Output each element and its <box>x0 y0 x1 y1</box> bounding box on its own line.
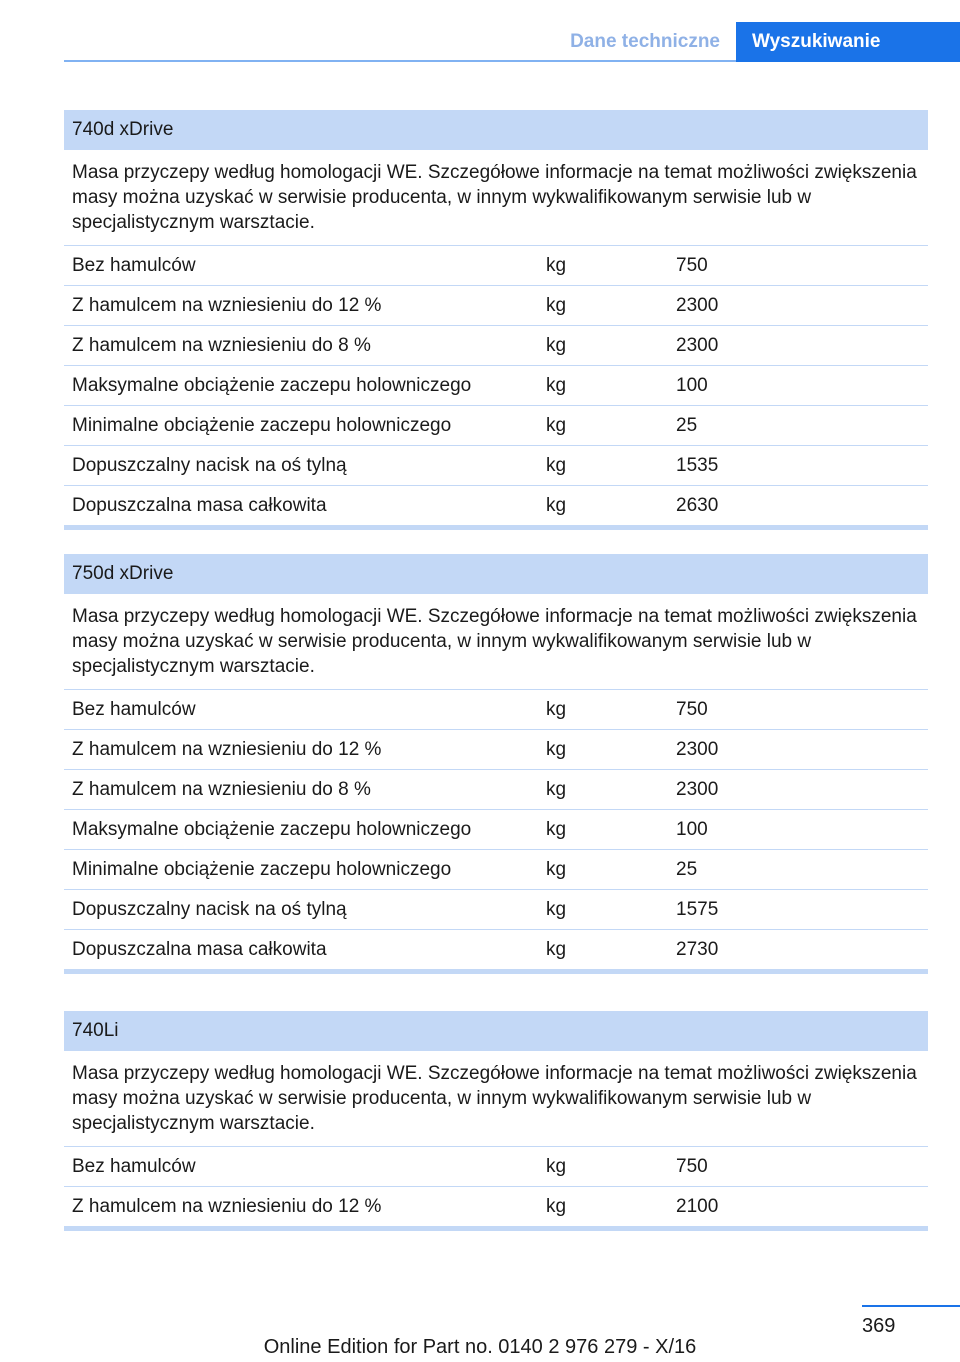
table-row <box>64 446 928 486</box>
table-row <box>64 1187 928 1226</box>
table-row <box>64 326 928 366</box>
row-label: Z hamulcem na wzniesieniu do 12 % <box>72 1196 382 1217</box>
row-value: 2100 <box>676 1196 719 1217</box>
table-row <box>64 246 928 286</box>
row-value: 750 <box>676 699 708 720</box>
table-row <box>64 890 928 930</box>
row-unit: kg <box>546 739 567 760</box>
row-value: 2300 <box>676 739 719 760</box>
spec-table <box>64 554 928 974</box>
row-label: Z hamulcem na wzniesieniu do 12 % <box>72 295 382 316</box>
table-row <box>64 1147 928 1187</box>
row-unit: kg <box>546 335 567 356</box>
row-value: 2300 <box>676 779 719 800</box>
edition-footer: Online Edition for Part no. 0140 2 976 279 - X/16 <box>263 1336 697 1358</box>
table-title: 750d xDrive <box>64 554 928 594</box>
row-label: Bez hamulców <box>72 255 196 276</box>
row-label: Dopuszczalna masa całkowita <box>72 939 327 960</box>
tab-chapter[interactable]: Dane techniczne <box>570 31 720 52</box>
table-title: 740d xDrive <box>64 110 928 150</box>
table-end-rule <box>64 969 928 974</box>
page-header <box>64 22 960 62</box>
row-label: Bez hamulców <box>72 1156 196 1177</box>
page-number-rule <box>862 1305 960 1307</box>
row-label: Minimalne obciążenie zaczepu holowniczego <box>72 415 452 436</box>
row-unit: kg <box>546 375 567 396</box>
spec-table <box>64 110 928 530</box>
row-label: Dopuszczalny nacisk na oś tylną <box>72 455 347 476</box>
page-number: 369 <box>862 1315 896 1337</box>
row-value: 100 <box>676 375 708 396</box>
table-row <box>64 810 928 850</box>
row-label: Maksymalne obciążenie zaczepu holowniczego <box>72 375 472 396</box>
table-end-rule <box>64 1226 928 1231</box>
row-unit: kg <box>546 1196 567 1217</box>
row-unit: kg <box>546 415 567 436</box>
row-value: 2630 <box>676 495 719 516</box>
table-row <box>64 366 928 406</box>
row-value: 1535 <box>676 455 719 476</box>
row-label: Maksymalne obciążenie zaczepu holowniczego <box>72 819 472 840</box>
row-value: 2300 <box>676 335 719 356</box>
table-row <box>64 690 928 730</box>
table-row <box>64 286 928 326</box>
spec-table <box>64 1011 928 1231</box>
row-value: 750 <box>676 1156 708 1177</box>
row-value: 2300 <box>676 295 719 316</box>
table-description: Masa przyczepy według homologacji WE. Szczegółowe informacje na temat możliwości zwiększenia masy można uzyskać w serwisie producenta, w innym wykwalifikowanym serwisie lub w specjalistycznym warsztacie. <box>64 1051 928 1147</box>
table-description: Masa przyczepy według homologacji WE. Szczegółowe informacje na temat możliwości zwiększenia masy można uzyskać w serwisie producenta, w innym wykwalifikowanym serwisie lub w specjalistycznym warsztacie. <box>64 150 928 246</box>
row-unit: kg <box>546 495 567 516</box>
row-unit: kg <box>546 899 567 920</box>
row-value: 100 <box>676 819 708 840</box>
table-description: Masa przyczepy według homologacji WE. Szczegółowe informacje na temat możliwości zwiększenia masy można uzyskać w serwisie producenta, w innym wykwalifikowanym serwisie lub w specjalistycznym warsztacie. <box>64 594 928 690</box>
row-value: 25 <box>676 859 698 880</box>
row-unit: kg <box>546 939 567 960</box>
row-value: 1575 <box>676 899 719 920</box>
row-value: 750 <box>676 255 708 276</box>
row-label: Z hamulcem na wzniesieniu do 8 % <box>72 779 371 800</box>
table-row <box>64 770 928 810</box>
table-row <box>64 486 928 525</box>
table-row <box>64 730 928 770</box>
row-label: Minimalne obciążenie zaczepu holowniczego <box>72 859 452 880</box>
row-label: Z hamulcem na wzniesieniu do 12 % <box>72 739 382 760</box>
tab-active[interactable]: Wyszukiwanie <box>736 22 960 62</box>
table-row <box>64 930 928 969</box>
row-unit: kg <box>546 455 567 476</box>
row-unit: kg <box>546 779 567 800</box>
row-unit: kg <box>546 1156 567 1177</box>
row-label: Z hamulcem na wzniesieniu do 8 % <box>72 335 371 356</box>
row-label: Dopuszczalna masa całkowita <box>72 495 327 516</box>
table-row <box>64 406 928 446</box>
row-unit: kg <box>546 859 567 880</box>
row-unit: kg <box>546 295 567 316</box>
row-unit: kg <box>546 819 567 840</box>
row-label: Dopuszczalny nacisk na oś tylną <box>72 899 347 920</box>
row-value: 2730 <box>676 939 719 960</box>
table-end-rule <box>64 525 928 530</box>
row-value: 25 <box>676 415 698 436</box>
table-title: 740Li <box>64 1011 928 1051</box>
row-unit: kg <box>546 699 567 720</box>
header-divider <box>64 60 960 62</box>
table-row <box>64 850 928 890</box>
row-unit: kg <box>546 255 567 276</box>
row-label: Bez hamulców <box>72 699 196 720</box>
